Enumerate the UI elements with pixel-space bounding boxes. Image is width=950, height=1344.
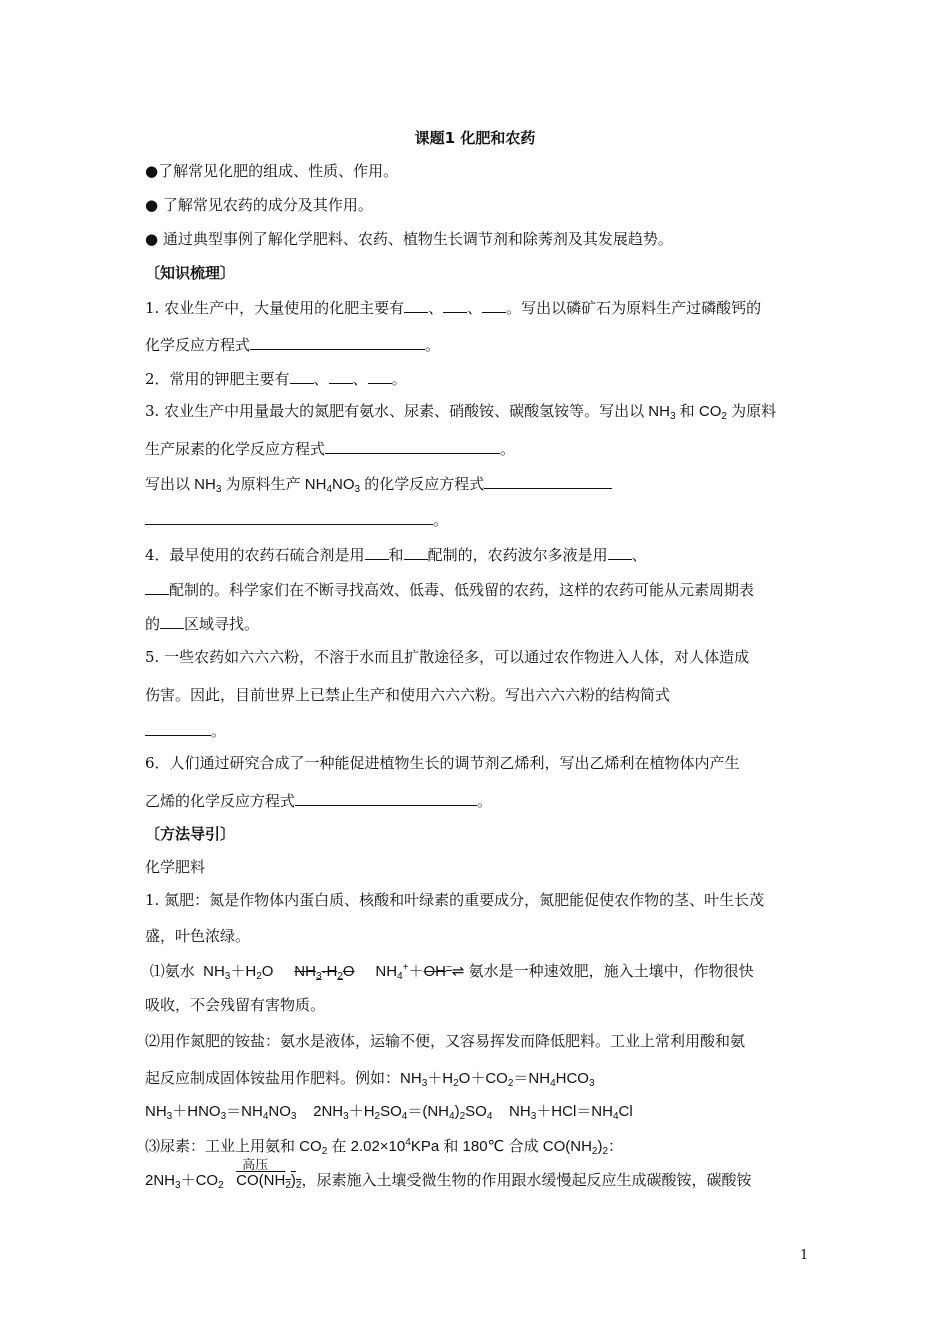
question-5-line-1: 5. 一些农药如六六六粉，不溶于水而且扩散途径多，可以通过农作物进入人体，对人体造成 (145, 648, 750, 666)
answer-blank[interactable] (608, 543, 632, 560)
nitrogen-paragraph-2: 盛，叶色浓绿。 (145, 927, 251, 945)
urea-equation-line: $2NH_3+CO_2$ 高压 $CO(NH_2)_2$，尿素施入土壤受微生物的作用跟水缓慢起反应生成碳酸铵，碳酸铵 (145, 1158, 752, 1191)
ammonia-equation-line: ⑴氨水 $NH_3+H_2O$ $NH_3\cdot H_2O$ $NH_4^++OH^-\rightleftharpoons$ 氨水是一种速效肥，施入土壤中，作物很快 (149, 962, 754, 982)
question-6-line-2: 乙烯的化学反应方程式 。 (145, 789, 810, 811)
question-1-line-1: 1. 农业生产中，大量使用的化肥主要有 、 、 。写出以磷矿石为原料生产过磷酸钙的 (145, 296, 810, 318)
answer-blank[interactable] (145, 508, 433, 525)
objective-3: ● 通过典型事例了解化学肥料、农药、植物生长调节剂和除莠剂及其发展趋势。 (145, 230, 673, 248)
page-title: 课题1 化肥和农药 (414, 129, 536, 147)
answer-blank[interactable] (160, 612, 184, 629)
answer-blank[interactable] (325, 437, 500, 454)
answer-blank[interactable] (443, 296, 467, 313)
ammonia-paragraph: 吸收，不会残留有害物质。 (145, 996, 326, 1014)
question-6-line-1: 6．人们通过研究合成了一种能促进植物生长的调节剂乙烯利，写出乙烯利在植物体内产生 (145, 754, 740, 772)
question-3-line-1: 3. 农业生产中用量最大的氮肥有氨水、尿素、硝酸铵、碳酸氢铵等。写出以 $NH_3$ 和 $CO_2$ 为原料 (145, 402, 777, 422)
question-4-line-3: 的 区域寻找。 (145, 612, 810, 634)
nitrogen-paragraph-1: 1. 氮肥：氮是作物体内蛋白质、核酸和叶绿素的重要成分，氮肥能促使农作物的茎、叶生长茂 (145, 891, 765, 909)
objective-1: ●了解常见化肥的组成、性质、作用。 (145, 162, 399, 180)
objective-2: ● 了解常见农药的成分及其作用。 (145, 196, 373, 214)
section-method: 〔方法导引〕 (145, 825, 236, 843)
answer-blank[interactable] (404, 296, 428, 313)
question-5-line-2: 伤害。因此，目前世界上已禁止生产和使用六六六粉。写出六六六粉的结构简式 (145, 686, 671, 704)
answer-blank[interactable] (145, 578, 169, 595)
answer-blank[interactable] (145, 719, 211, 736)
page-number: 1 (800, 1248, 809, 1263)
question-3-line-2: 生产尿素的化学反应方程式 。 (145, 437, 810, 459)
answer-blank[interactable] (482, 296, 506, 313)
question-1-line-2: 化学反应方程式 。 (145, 333, 810, 355)
answer-blank[interactable] (368, 367, 392, 384)
reaction-condition-label: 高压 (242, 1158, 269, 1173)
urea-paragraph: ⑶尿素：工业上用氨和 $CO_2$ 在 $2.02\times 10^4KPa$ 和 180℃ 合成 $CO(NH_2)_2$： (145, 1137, 624, 1157)
ammonium-paragraph-2: 起反应制成固体铵盐用作肥料。例如：$NH_3+H_2O+CO_2=NH_4HCO_3$ (145, 1069, 595, 1089)
answer-blank[interactable] (484, 472, 612, 489)
question-2: 2．常用的钾肥主要有 、 、 。 (145, 367, 810, 389)
question-4-line-2: 配制的。科学家们在不断寻找高效、低毒、低残留的农药，这样的农药可能从元素周期表 (145, 578, 810, 600)
answer-blank[interactable] (404, 543, 428, 560)
question-5-line-3: 。 (145, 719, 810, 741)
question-3-line-3: 写出以 $NH_3$ 为原料生产 $NH_4NO_3$ 的化学反应方程式 (145, 472, 810, 495)
question-4-line-1: 4．最早使用的农药石硫合剂是用 和 配制的，农药波尔多液是用 、 (145, 543, 810, 565)
answer-blank[interactable] (295, 789, 477, 806)
answer-blank[interactable] (329, 367, 353, 384)
answer-blank[interactable] (250, 333, 425, 350)
ammonium-equations: $NH_3+HNO_3=NH_4NO_3$ $2NH_3+H_2SO_4=(NH_4)_2SO_4$ $NH_3+HCl=NH_4Cl$ (145, 1103, 633, 1122)
answer-blank[interactable] (365, 543, 389, 560)
ammonium-paragraph-1: ⑵用作氮肥的铵盐：氨水是液体，运输不便，又容易挥发而降低肥料。工业上常利用酸和氨 (145, 1032, 746, 1050)
answer-blank[interactable] (290, 367, 314, 384)
section-knowledge: 〔知识梳理〕 (145, 264, 236, 282)
question-3-line-4: 。 (145, 508, 810, 530)
sub-heading: 化学肥料 (145, 858, 206, 876)
